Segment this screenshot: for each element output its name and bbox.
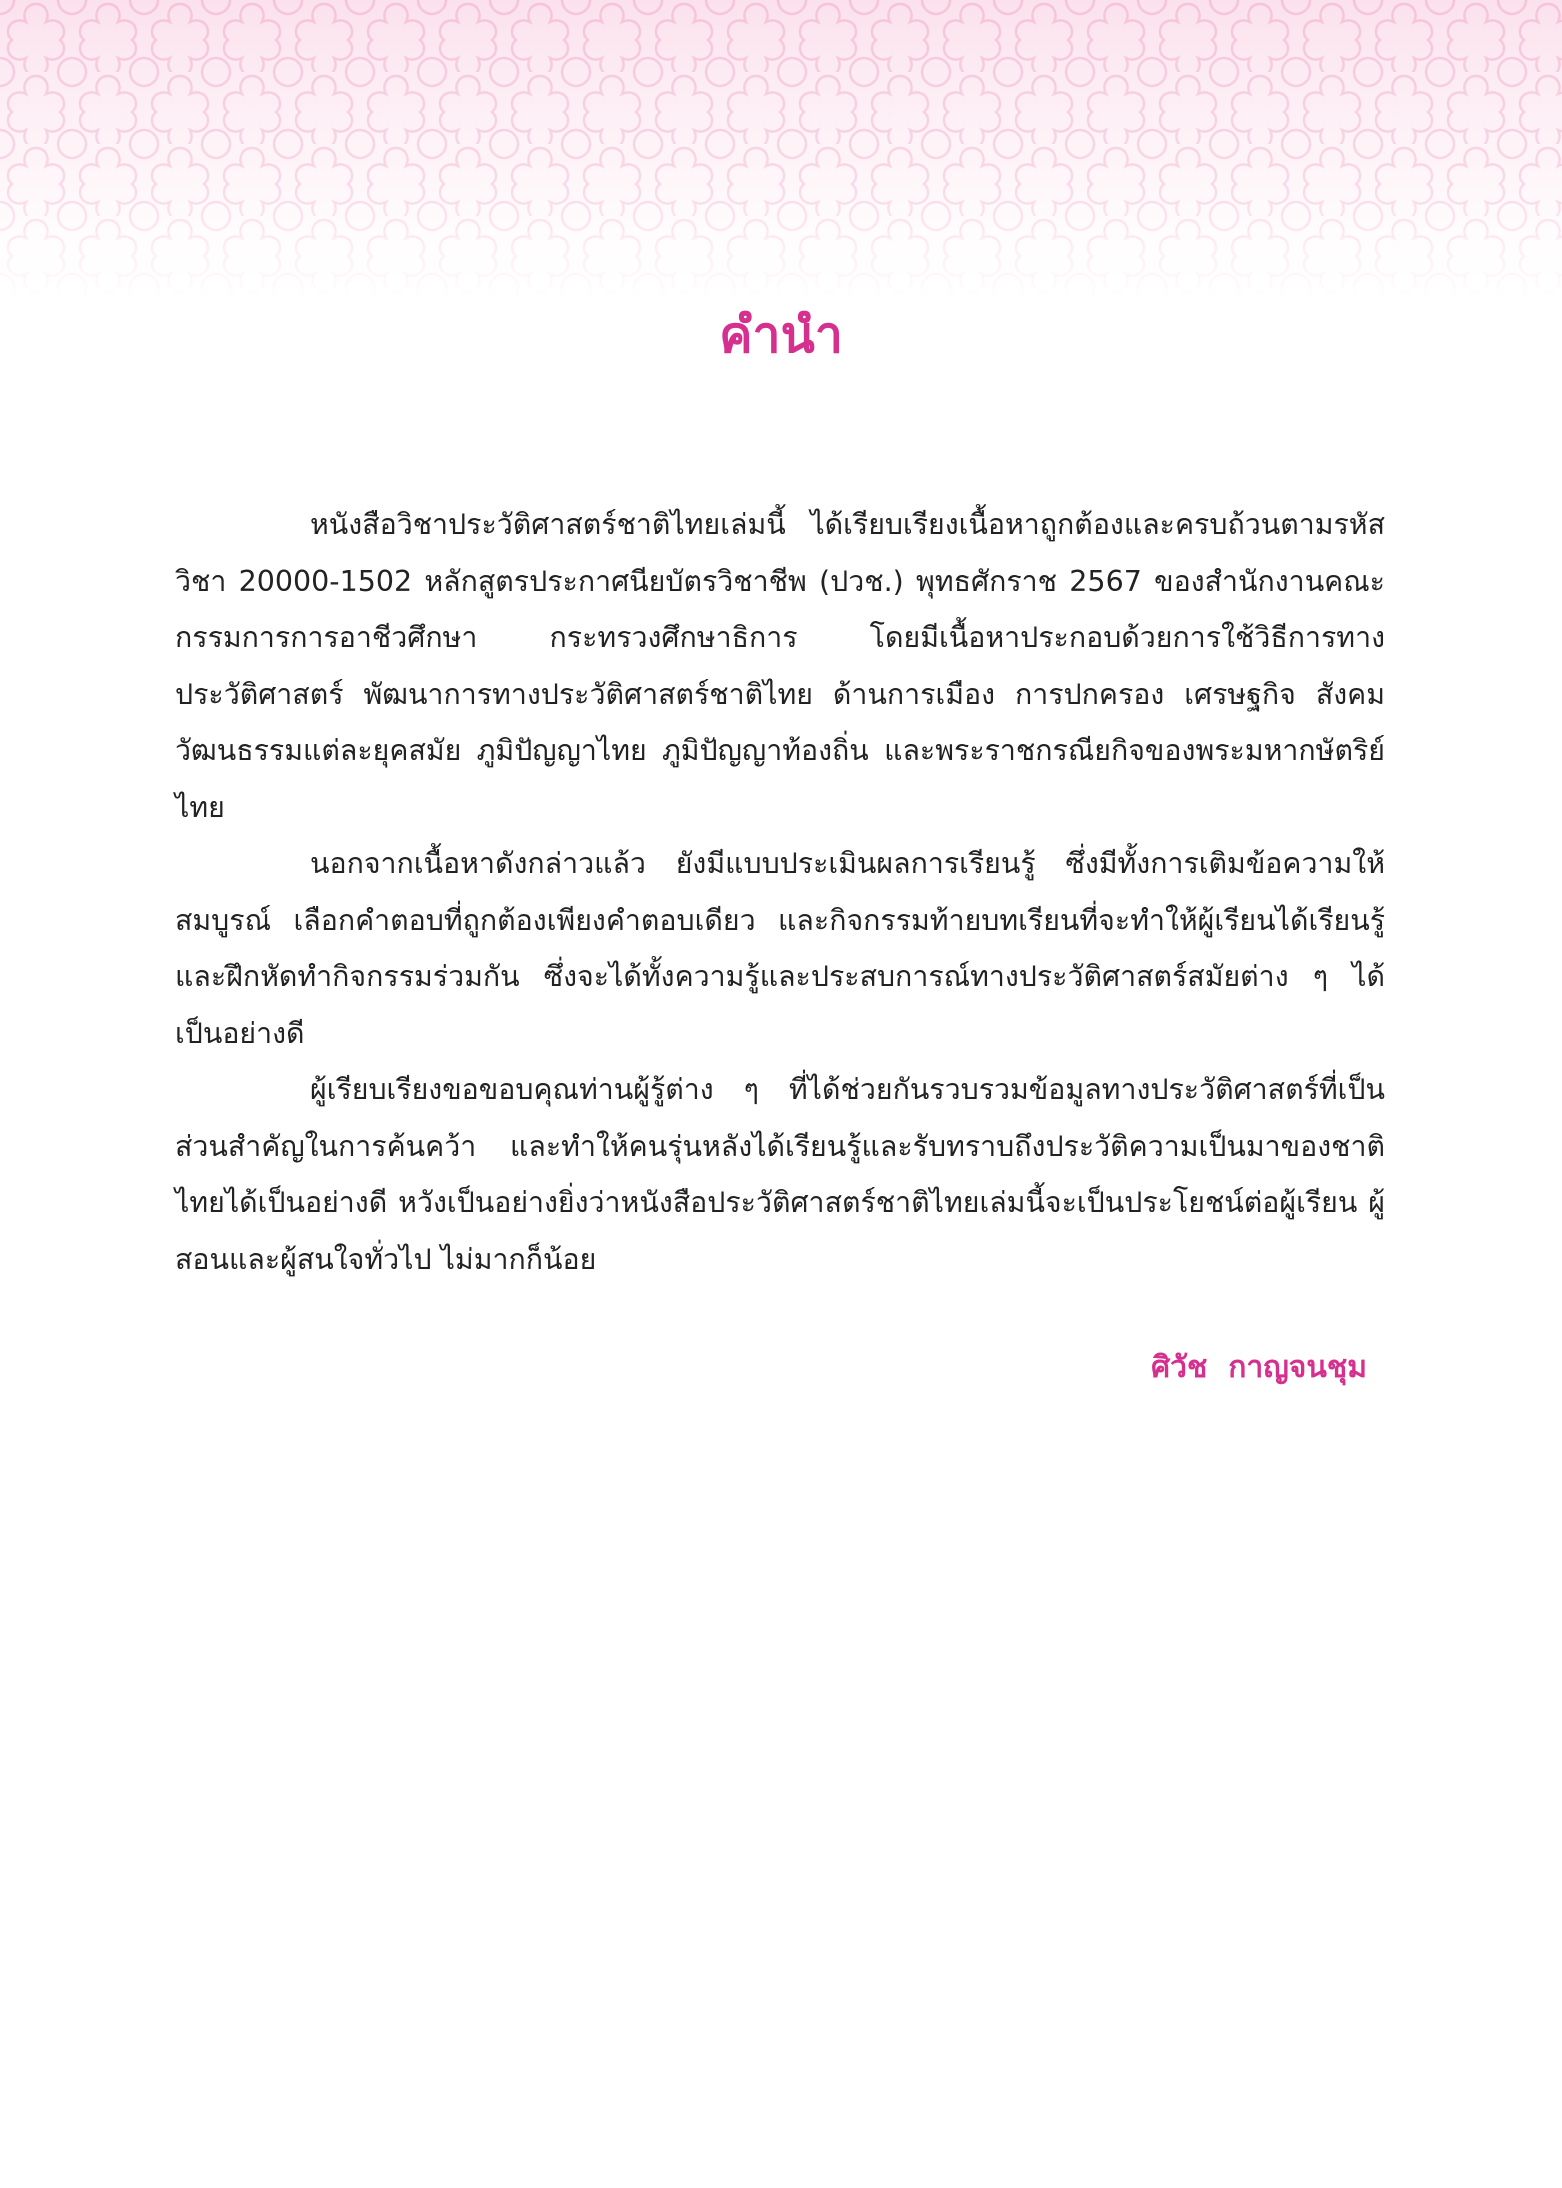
paragraph-1: หนังสือวิชาประวัติศาสตร์ชาติไทยเล่มนี้ ได้เรียบเรียงเนื้อหาถูกต้องและครบถ้วนตามรหัสวิชา 20000-1502 หลักสูตรประกาศนียบัตรวิชาชีพ (ปวช.) พุทธศักราช 2567 ของสำนักงานคณะกรรมการการอาชีวศึกษา กระทรวงศึกษาธิการ โดยมีเนื้อหาประกอบด้วยการใช้วิธีการทางประวัติศาสตร์ พัฒนาการทางประวัติศาสตร์ชาติไทย ด้านการเมือง การปกครอง เศรษฐกิจ สังคม วัฒนธรรมแต่ละยุคสมัย ภูมิปัญญาไทย ภูมิปัญญาท้องถิ่น และพระราชกรณียกิจของพระมหากษัตริย์ไทย xyxy=(175,508,1385,824)
decorative-header-pattern xyxy=(0,0,1562,300)
paragraph-2: นอกจากเนื้อหาดังกล่าวแล้ว ยังมีแบบประเมินผลการเรียนรู้ ซึ่งมีทั้งการเติมข้อความให้สมบูรณ์ เลือกคำตอบที่ถูกต้องเพียงคำตอบเดียว และกิจกรรมท้ายบทเรียนที่จะทำให้ผู้เรียนได้เรียนรู้และฝึกหัดทำกิจกรรมร่วมกัน ซึ่งจะได้ทั้งความรู้และประสบการณ์ทางประวัติศาสตร์สมัยต่าง ๆ ได้เป็นอย่างดี xyxy=(175,847,1385,1050)
preface-body xyxy=(175,497,1385,1288)
paragraph-3: ผู้เรียบเรียงขอขอบคุณท่านผู้รู้ต่าง ๆ ที่ได้ช่วยกันรวบรวมข้อมูลทางประวัติศาสตร์ที่เป็นส่วนสำคัญในการค้นคว้า และทำให้คนรุ่นหลังได้เรียนรู้และรับทราบถึงประวัติความเป็นมาของชาติไทยได้เป็นอย่างดี หวังเป็นอย่างยิ่งว่าหนังสือประวัติศาสตร์ชาติไทยเล่มนี้จะเป็นประโยชน์ต่อผู้เรียน ผู้สอนและผู้สนใจทั่วไป ไม่มากก็น้อย xyxy=(175,1073,1385,1276)
page-title: คำนำ xyxy=(719,306,843,364)
author-signature: ศิวัช กาญจนชุม xyxy=(1151,1350,1367,1385)
